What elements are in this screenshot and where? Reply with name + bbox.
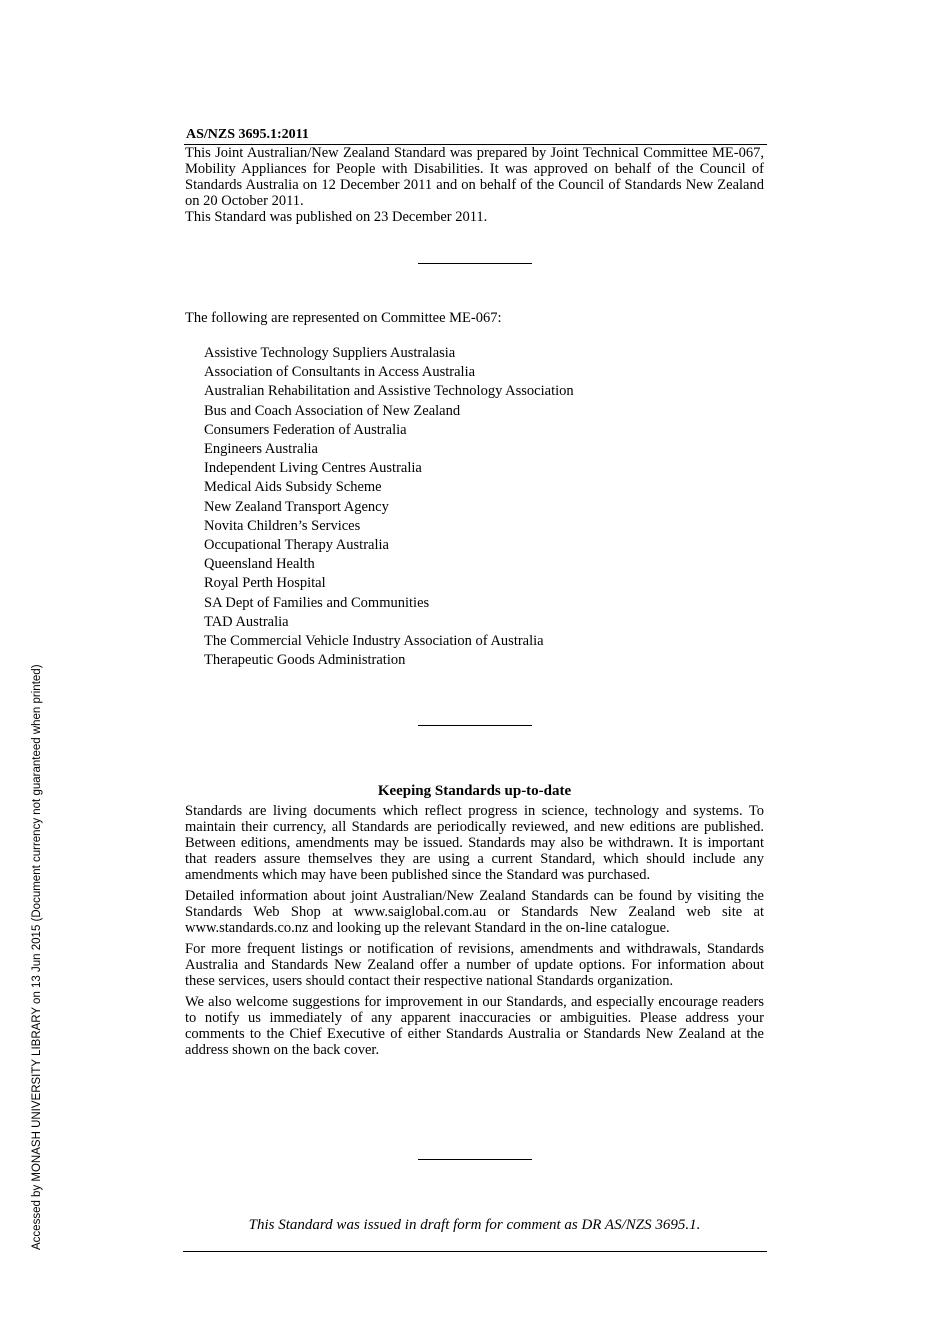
section-divider (418, 725, 532, 726)
publication-date-paragraph: This Standard was published on 23 December 2011. (185, 209, 488, 225)
list-item: Bus and Coach Association of New Zealand (204, 402, 461, 419)
list-item: Queensland Health (204, 556, 315, 573)
body-paragraph: We also welcome suggestions for improvement in our Standards, and especially encourage readers to notify us immediately of any apparent inaccuracies or ambiguities. Please address your comments to the Chief Executive of either Standards Australia or Standards New Zealand at the address shown on the back cover. (185, 994, 764, 1058)
section-body (185, 803, 764, 1063)
section-divider (418, 263, 532, 264)
list-item: Novita Children’s Services (204, 517, 361, 534)
list-item: SA Dept of Families and Communities (204, 594, 430, 611)
committee-intro: The following are represented on Committee ME-067: (185, 310, 502, 326)
list-item: TAD Australia (204, 613, 289, 630)
intro-paragraph: This Joint Australian/New Zealand Standard was prepared by Joint Technical Committee ME-067, Mobility Appliances for People with Disabilities. It was approved on behalf of the Council of Standards Australia on 12 December 2011 and on behalf of the Council of Standards New Zealand on 20 October 2011. (185, 145, 764, 209)
list-item: Assistive Technology Suppliers Australasia (204, 345, 456, 361)
list-item: New Zealand Transport Agency (204, 498, 389, 515)
draft-note: This Standard was issued in draft form for comment as DR AS/NZS 3695.1. (248, 1217, 701, 1233)
body-paragraph: Detailed information about joint Australian/New Zealand Standards can be found by visiting the Standards Web Shop at www.saiglobal.com.au or Standards New Zealand web site at www.standards.co.nz and looking up the relevant Standard in the on-line catalogue. (185, 888, 764, 936)
access-notice: Accessed by MONASH UNIVERSITY LIBRARY on 13 Jun 2015 (Document currency not guaranteed when printed) (31, 664, 43, 1250)
list-item: Association of Consultants in Access Australia (204, 364, 476, 381)
list-item: Therapeutic Goods Administration (204, 652, 406, 669)
committee-member-list (204, 344, 574, 670)
document-id: AS/NZS 3695.1:2011 (186, 127, 309, 142)
intro-block (185, 145, 764, 225)
list-item: Occupational Therapy Australia (204, 537, 389, 554)
list-item: Medical Aids Subsidy Scheme (204, 479, 382, 496)
body-paragraph: For more frequent listings or notification of revisions, amendments and withdrawals, Standards Australia and Standards New Zealand offer a number of update options. For information about these services, users should contact their respective national Standards organization. (185, 941, 764, 989)
list-item: Royal Perth Hospital (204, 575, 326, 592)
body-paragraph: Standards are living documents which reflect progress in science, technology and systems. To maintain their currency, all Standards are periodically reviewed, and new editions are published. Between editions, amendments may be issued. Standards may also be withdrawn. It is important that readers assure themselves they are using a current Standard, which should include any amendments which may have been published since the Standard was purchased. (185, 803, 764, 883)
footer-rule (183, 1251, 767, 1252)
section-title: Keeping Standards up-to-date (377, 783, 572, 799)
list-item: Consumers Federation of Australia (204, 421, 407, 438)
list-item: Independent Living Centres Australia (204, 460, 422, 477)
section-divider (418, 1159, 532, 1160)
list-item: Engineers Australia (204, 441, 318, 458)
list-item: The Commercial Vehicle Industry Association of Australia (204, 633, 544, 650)
list-item: Australian Rehabilitation and Assistive Technology Association (204, 383, 574, 400)
